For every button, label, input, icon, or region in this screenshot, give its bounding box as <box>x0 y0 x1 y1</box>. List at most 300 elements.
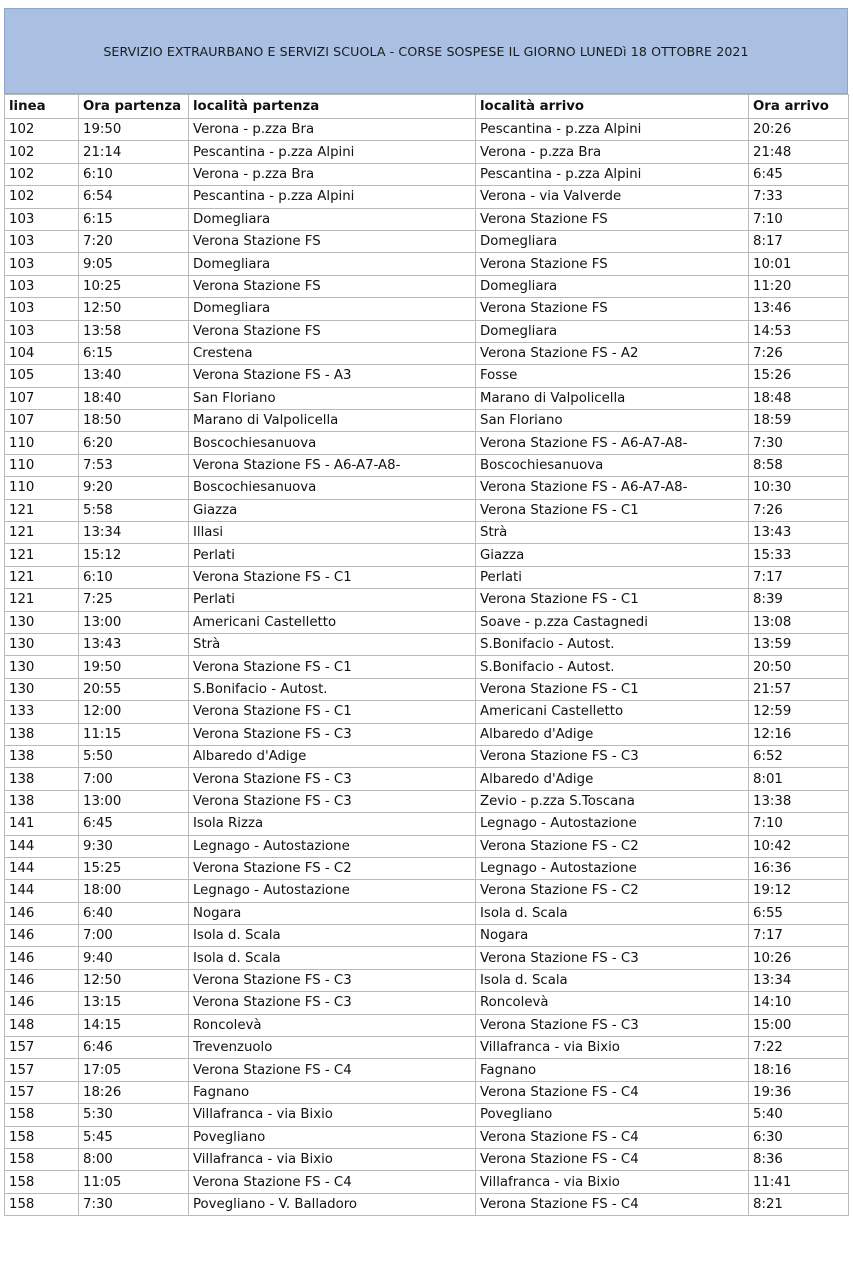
table-row <box>5 544 849 566</box>
cell-localita-arrivo: Fosse <box>476 365 749 387</box>
cell-ora-arrivo: 19:12 <box>749 880 849 902</box>
cell-localita-arrivo: Verona Stazione FS - A6-A7-A8- <box>476 477 749 499</box>
cell-linea: 146 <box>5 902 79 924</box>
cell-localita-partenza: Verona Stazione FS - C3 <box>189 723 476 745</box>
cell-localita-arrivo: Verona Stazione FS - C2 <box>476 835 749 857</box>
cell-localita-arrivo: Verona Stazione FS - C4 <box>476 1193 749 1215</box>
cell-ora-arrivo: 15:33 <box>749 544 849 566</box>
cell-localita-partenza: Verona Stazione FS <box>189 275 476 297</box>
table-row <box>5 633 849 655</box>
cell-linea: 105 <box>5 365 79 387</box>
cell-ora-arrivo: 6:30 <box>749 1126 849 1148</box>
table-row <box>5 1014 849 1036</box>
cell-localita-arrivo: Verona Stazione FS - C4 <box>476 1148 749 1170</box>
cell-localita-partenza: Perlati <box>189 589 476 611</box>
cell-linea: 103 <box>5 253 79 275</box>
cell-localita-arrivo: Verona Stazione FS - C1 <box>476 589 749 611</box>
cell-localita-arrivo: Verona Stazione FS - C2 <box>476 880 749 902</box>
cell-ora-partenza: 11:05 <box>79 1171 189 1193</box>
cell-localita-arrivo: Verona Stazione FS - C4 <box>476 1081 749 1103</box>
cell-ora-arrivo: 18:16 <box>749 1059 849 1081</box>
table-row <box>5 857 849 879</box>
cell-ora-partenza: 12:50 <box>79 969 189 991</box>
cell-ora-partenza: 7:53 <box>79 454 189 476</box>
cell-ora-partenza: 13:43 <box>79 633 189 655</box>
cell-localita-arrivo: Pescantina - p.zza Alpini <box>476 163 749 185</box>
cell-localita-partenza: San Floriano <box>189 387 476 409</box>
cell-linea: 121 <box>5 566 79 588</box>
timetable-sheet <box>4 8 848 1216</box>
table-row <box>5 880 849 902</box>
cell-localita-arrivo: Villafranca - via Bixio <box>476 1037 749 1059</box>
cell-linea: 107 <box>5 410 79 432</box>
cell-ora-arrivo: 7:17 <box>749 566 849 588</box>
cell-ora-arrivo: 7:17 <box>749 925 849 947</box>
cell-localita-arrivo: Verona Stazione FS <box>476 208 749 230</box>
cell-linea: 104 <box>5 342 79 364</box>
cell-ora-partenza: 18:50 <box>79 410 189 432</box>
cell-linea: 103 <box>5 275 79 297</box>
cell-localita-partenza: Giazza <box>189 499 476 521</box>
cell-ora-partenza: 7:00 <box>79 925 189 947</box>
cell-localita-arrivo: Isola d. Scala <box>476 969 749 991</box>
header-localita-arrivo: località arrivo <box>476 95 749 119</box>
cell-linea: 102 <box>5 163 79 185</box>
cell-localita-arrivo: Nogara <box>476 925 749 947</box>
table-row <box>5 790 849 812</box>
cell-ora-arrivo: 18:59 <box>749 410 849 432</box>
table-row <box>5 813 849 835</box>
cell-linea: 158 <box>5 1104 79 1126</box>
cell-localita-partenza: Povegliano <box>189 1126 476 1148</box>
cell-localita-partenza: Isola d. Scala <box>189 947 476 969</box>
cell-ora-partenza: 14:15 <box>79 1014 189 1036</box>
cell-localita-arrivo: Verona Stazione FS - A2 <box>476 342 749 364</box>
cell-ora-arrivo: 11:41 <box>749 1171 849 1193</box>
cell-localita-arrivo: Domegliara <box>476 320 749 342</box>
table-row <box>5 477 849 499</box>
cell-ora-arrivo: 21:57 <box>749 678 849 700</box>
cell-ora-partenza: 9:30 <box>79 835 189 857</box>
header-ora-partenza: Ora partenza <box>79 95 189 119</box>
cell-localita-arrivo: Verona Stazione FS - C3 <box>476 745 749 767</box>
cell-ora-arrivo: 6:55 <box>749 902 849 924</box>
cell-localita-partenza: Trevenzuolo <box>189 1037 476 1059</box>
table-row <box>5 410 849 432</box>
cell-ora-arrivo: 20:50 <box>749 656 849 678</box>
cell-localita-arrivo: Villafranca - via Bixio <box>476 1171 749 1193</box>
cell-linea: 157 <box>5 1081 79 1103</box>
cell-ora-arrivo: 7:26 <box>749 342 849 364</box>
cell-ora-partenza: 6:15 <box>79 208 189 230</box>
cell-linea: 138 <box>5 768 79 790</box>
cell-ora-arrivo: 8:01 <box>749 768 849 790</box>
cell-localita-arrivo: Boscochiesanuova <box>476 454 749 476</box>
cell-ora-partenza: 7:20 <box>79 230 189 252</box>
cell-linea: 144 <box>5 835 79 857</box>
cell-localita-arrivo: Americani Castelletto <box>476 701 749 723</box>
cell-linea: 146 <box>5 947 79 969</box>
cell-ora-partenza: 20:55 <box>79 678 189 700</box>
cell-ora-partenza: 9:20 <box>79 477 189 499</box>
table-row <box>5 1059 849 1081</box>
cell-ora-arrivo: 19:36 <box>749 1081 849 1103</box>
cell-localita-arrivo: Verona Stazione FS - C3 <box>476 947 749 969</box>
cell-ora-arrivo: 8:21 <box>749 1193 849 1215</box>
cell-localita-arrivo: Zevio - p.zza S.Toscana <box>476 790 749 812</box>
table-row <box>5 387 849 409</box>
cell-ora-arrivo: 7:10 <box>749 208 849 230</box>
table-row <box>5 119 849 141</box>
cell-localita-partenza: S.Bonifacio - Autost. <box>189 678 476 700</box>
cell-ora-arrivo: 13:38 <box>749 790 849 812</box>
cell-linea: 102 <box>5 141 79 163</box>
cell-localita-arrivo: Legnago - Autostazione <box>476 813 749 835</box>
cell-ora-partenza: 7:30 <box>79 1193 189 1215</box>
cell-localita-partenza: Verona - p.zza Bra <box>189 119 476 141</box>
cell-localita-arrivo: Verona Stazione FS - C4 <box>476 1126 749 1148</box>
table-row <box>5 1171 849 1193</box>
table-row <box>5 902 849 924</box>
cell-localita-partenza: Villafranca - via Bixio <box>189 1104 476 1126</box>
cell-linea: 110 <box>5 454 79 476</box>
table-row <box>5 947 849 969</box>
table-row <box>5 454 849 476</box>
table-row <box>5 1081 849 1103</box>
cell-ora-partenza: 13:40 <box>79 365 189 387</box>
cell-localita-arrivo: Isola d. Scala <box>476 902 749 924</box>
cell-localita-partenza: Verona - p.zza Bra <box>189 163 476 185</box>
cell-ora-arrivo: 18:48 <box>749 387 849 409</box>
cell-localita-arrivo: Verona Stazione FS - C3 <box>476 1014 749 1036</box>
table-row <box>5 656 849 678</box>
table-row <box>5 701 849 723</box>
table-row <box>5 432 849 454</box>
cell-ora-arrivo: 8:39 <box>749 589 849 611</box>
cell-localita-arrivo: Roncolevà <box>476 992 749 1014</box>
cell-linea: 121 <box>5 522 79 544</box>
cell-ora-partenza: 5:58 <box>79 499 189 521</box>
sheet-title: SERVIZIO EXTRAURBANO E SERVIZI SCUOLA - CORSE SOSPESE IL GIORNO LUNEDì 18 OTTOBRE 2021 <box>4 8 848 94</box>
cell-linea: 141 <box>5 813 79 835</box>
cell-localita-arrivo: Soave - p.zza Castagnedi <box>476 611 749 633</box>
cell-ora-partenza: 15:25 <box>79 857 189 879</box>
cell-localita-arrivo: S.Bonifacio - Autost. <box>476 656 749 678</box>
cell-linea: 157 <box>5 1059 79 1081</box>
table-row <box>5 275 849 297</box>
cell-ora-partenza: 7:25 <box>79 589 189 611</box>
cell-ora-partenza: 12:00 <box>79 701 189 723</box>
cell-ora-arrivo: 16:36 <box>749 857 849 879</box>
cell-linea: 138 <box>5 723 79 745</box>
cell-ora-partenza: 15:12 <box>79 544 189 566</box>
table-row <box>5 342 849 364</box>
cell-ora-arrivo: 12:59 <box>749 701 849 723</box>
cell-localita-arrivo: Verona Stazione FS <box>476 298 749 320</box>
cell-linea: 130 <box>5 611 79 633</box>
cell-localita-arrivo: S.Bonifacio - Autost. <box>476 633 749 655</box>
cell-linea: 158 <box>5 1171 79 1193</box>
suspended-trips-table <box>4 94 849 1216</box>
table-row <box>5 992 849 1014</box>
cell-ora-partenza: 8:00 <box>79 1148 189 1170</box>
cell-localita-partenza: Roncolevà <box>189 1014 476 1036</box>
table-row <box>5 969 849 991</box>
table-row <box>5 298 849 320</box>
cell-linea: 130 <box>5 656 79 678</box>
cell-localita-partenza: Perlati <box>189 544 476 566</box>
cell-localita-partenza: Pescantina - p.zza Alpini <box>189 186 476 208</box>
cell-linea: 158 <box>5 1126 79 1148</box>
cell-linea: 102 <box>5 119 79 141</box>
header-localita-partenza: località partenza <box>189 95 476 119</box>
cell-localita-arrivo: Legnago - Autostazione <box>476 857 749 879</box>
header-linea: linea <box>5 95 79 119</box>
cell-linea: 138 <box>5 790 79 812</box>
cell-ora-arrivo: 7:22 <box>749 1037 849 1059</box>
cell-ora-arrivo: 12:16 <box>749 723 849 745</box>
cell-ora-arrivo: 7:30 <box>749 432 849 454</box>
cell-linea: 102 <box>5 186 79 208</box>
cell-ora-arrivo: 15:26 <box>749 365 849 387</box>
cell-ora-partenza: 19:50 <box>79 656 189 678</box>
cell-localita-arrivo: Giazza <box>476 544 749 566</box>
cell-ora-partenza: 5:45 <box>79 1126 189 1148</box>
cell-ora-partenza: 12:50 <box>79 298 189 320</box>
cell-ora-partenza: 9:40 <box>79 947 189 969</box>
cell-localita-partenza: Verona Stazione FS - A6-A7-A8- <box>189 454 476 476</box>
cell-ora-partenza: 6:40 <box>79 902 189 924</box>
cell-localita-partenza: Verona Stazione FS - C3 <box>189 768 476 790</box>
cell-ora-arrivo: 10:42 <box>749 835 849 857</box>
cell-localita-partenza: Legnago - Autostazione <box>189 835 476 857</box>
cell-ora-arrivo: 8:58 <box>749 454 849 476</box>
cell-ora-arrivo: 20:26 <box>749 119 849 141</box>
cell-localita-arrivo: Verona Stazione FS - A6-A7-A8- <box>476 432 749 454</box>
header-row <box>5 95 849 119</box>
table-row <box>5 723 849 745</box>
table-row <box>5 230 849 252</box>
table-row <box>5 745 849 767</box>
table-body <box>5 119 849 1216</box>
cell-localita-partenza: Legnago - Autostazione <box>189 880 476 902</box>
cell-linea: 148 <box>5 1014 79 1036</box>
cell-localita-partenza: Illasi <box>189 522 476 544</box>
cell-localita-arrivo: Verona Stazione FS <box>476 253 749 275</box>
table-row <box>5 925 849 947</box>
table-row <box>5 589 849 611</box>
cell-ora-arrivo: 6:52 <box>749 745 849 767</box>
cell-ora-arrivo: 14:10 <box>749 992 849 1014</box>
cell-linea: 130 <box>5 633 79 655</box>
cell-ora-partenza: 9:05 <box>79 253 189 275</box>
cell-localita-arrivo: Perlati <box>476 566 749 588</box>
cell-localita-partenza: Verona Stazione FS - C2 <box>189 857 476 879</box>
cell-ora-arrivo: 7:33 <box>749 186 849 208</box>
table-row <box>5 320 849 342</box>
cell-localita-partenza: Domegliara <box>189 298 476 320</box>
table-row <box>5 1126 849 1148</box>
cell-localita-partenza: Verona Stazione FS - C1 <box>189 566 476 588</box>
cell-ora-partenza: 6:15 <box>79 342 189 364</box>
cell-localita-arrivo: Verona Stazione FS - C1 <box>476 678 749 700</box>
table-row <box>5 768 849 790</box>
cell-linea: 121 <box>5 499 79 521</box>
cell-ora-arrivo: 13:46 <box>749 298 849 320</box>
table-row <box>5 522 849 544</box>
cell-linea: 103 <box>5 230 79 252</box>
cell-linea: 103 <box>5 298 79 320</box>
cell-ora-partenza: 5:50 <box>79 745 189 767</box>
cell-localita-partenza: Verona Stazione FS - C3 <box>189 969 476 991</box>
cell-localita-partenza: Nogara <box>189 902 476 924</box>
cell-linea: 144 <box>5 857 79 879</box>
table-row <box>5 1104 849 1126</box>
table-row <box>5 611 849 633</box>
cell-localita-arrivo: Domegliara <box>476 230 749 252</box>
cell-linea: 146 <box>5 925 79 947</box>
cell-linea: 133 <box>5 701 79 723</box>
cell-ora-arrivo: 11:20 <box>749 275 849 297</box>
cell-linea: 158 <box>5 1148 79 1170</box>
table-row <box>5 365 849 387</box>
cell-ora-arrivo: 10:30 <box>749 477 849 499</box>
cell-localita-partenza: Domegliara <box>189 208 476 230</box>
cell-ora-arrivo: 5:40 <box>749 1104 849 1126</box>
cell-ora-partenza: 10:25 <box>79 275 189 297</box>
cell-ora-arrivo: 13:43 <box>749 522 849 544</box>
cell-localita-partenza: Villafranca - via Bixio <box>189 1148 476 1170</box>
cell-ora-partenza: 6:20 <box>79 432 189 454</box>
cell-ora-arrivo: 7:26 <box>749 499 849 521</box>
cell-localita-partenza: Verona Stazione FS <box>189 230 476 252</box>
cell-linea: 121 <box>5 589 79 611</box>
cell-ora-arrivo: 7:10 <box>749 813 849 835</box>
cell-ora-arrivo: 13:08 <box>749 611 849 633</box>
cell-localita-partenza: Americani Castelletto <box>189 611 476 633</box>
cell-ora-arrivo: 13:59 <box>749 633 849 655</box>
table-row <box>5 678 849 700</box>
cell-localita-partenza: Boscochiesanuova <box>189 432 476 454</box>
cell-localita-partenza: Marano di Valpolicella <box>189 410 476 432</box>
cell-localita-partenza: Isola Rizza <box>189 813 476 835</box>
cell-localita-partenza: Pescantina - p.zza Alpini <box>189 141 476 163</box>
table-row <box>5 566 849 588</box>
table-row <box>5 499 849 521</box>
cell-ora-partenza: 17:05 <box>79 1059 189 1081</box>
cell-localita-arrivo: Strà <box>476 522 749 544</box>
cell-localita-arrivo: Verona - via Valverde <box>476 186 749 208</box>
cell-ora-partenza: 18:26 <box>79 1081 189 1103</box>
cell-ora-partenza: 19:50 <box>79 119 189 141</box>
cell-linea: 110 <box>5 477 79 499</box>
cell-localita-partenza: Strà <box>189 633 476 655</box>
cell-localita-partenza: Verona Stazione FS - C4 <box>189 1059 476 1081</box>
cell-linea: 146 <box>5 992 79 1014</box>
table-row <box>5 1193 849 1215</box>
cell-ora-partenza: 11:15 <box>79 723 189 745</box>
cell-localita-arrivo: Verona Stazione FS - C1 <box>476 499 749 521</box>
cell-localita-partenza: Verona Stazione FS <box>189 320 476 342</box>
cell-localita-arrivo: Verona - p.zza Bra <box>476 141 749 163</box>
cell-ora-partenza: 13:34 <box>79 522 189 544</box>
cell-localita-partenza: Isola d. Scala <box>189 925 476 947</box>
cell-linea: 121 <box>5 544 79 566</box>
cell-linea: 103 <box>5 320 79 342</box>
cell-linea: 107 <box>5 387 79 409</box>
cell-ora-partenza: 13:58 <box>79 320 189 342</box>
cell-ora-arrivo: 8:36 <box>749 1148 849 1170</box>
cell-localita-partenza: Domegliara <box>189 253 476 275</box>
cell-ora-arrivo: 8:17 <box>749 230 849 252</box>
cell-linea: 146 <box>5 969 79 991</box>
cell-ora-partenza: 18:40 <box>79 387 189 409</box>
cell-ora-partenza: 13:00 <box>79 611 189 633</box>
cell-ora-partenza: 13:15 <box>79 992 189 1014</box>
cell-ora-partenza: 6:45 <box>79 813 189 835</box>
table-row <box>5 186 849 208</box>
table-row <box>5 208 849 230</box>
cell-linea: 158 <box>5 1193 79 1215</box>
cell-localita-partenza: Verona Stazione FS - C3 <box>189 790 476 812</box>
cell-localita-partenza: Verona Stazione FS - C1 <box>189 656 476 678</box>
cell-localita-arrivo: Povegliano <box>476 1104 749 1126</box>
cell-localita-partenza: Verona Stazione FS - C1 <box>189 701 476 723</box>
table-row <box>5 1037 849 1059</box>
cell-localita-arrivo: Pescantina - p.zza Alpini <box>476 119 749 141</box>
cell-linea: 144 <box>5 880 79 902</box>
cell-linea: 138 <box>5 745 79 767</box>
cell-linea: 110 <box>5 432 79 454</box>
cell-ora-partenza: 7:00 <box>79 768 189 790</box>
table-row <box>5 253 849 275</box>
cell-localita-arrivo: Domegliara <box>476 275 749 297</box>
table-row <box>5 163 849 185</box>
cell-ora-arrivo: 15:00 <box>749 1014 849 1036</box>
table-row <box>5 141 849 163</box>
cell-ora-partenza: 5:30 <box>79 1104 189 1126</box>
cell-ora-partenza: 21:14 <box>79 141 189 163</box>
cell-ora-partenza: 18:00 <box>79 880 189 902</box>
cell-localita-arrivo: Albaredo d'Adige <box>476 723 749 745</box>
table-row <box>5 1148 849 1170</box>
cell-ora-arrivo: 14:53 <box>749 320 849 342</box>
cell-ora-partenza: 6:46 <box>79 1037 189 1059</box>
cell-ora-partenza: 13:00 <box>79 790 189 812</box>
cell-localita-arrivo: Marano di Valpolicella <box>476 387 749 409</box>
cell-ora-partenza: 6:54 <box>79 186 189 208</box>
cell-localita-partenza: Albaredo d'Adige <box>189 745 476 767</box>
cell-linea: 130 <box>5 678 79 700</box>
header-ora-arrivo: Ora arrivo <box>749 95 849 119</box>
table-row <box>5 835 849 857</box>
cell-ora-arrivo: 6:45 <box>749 163 849 185</box>
cell-ora-arrivo: 10:01 <box>749 253 849 275</box>
cell-localita-arrivo: San Floriano <box>476 410 749 432</box>
cell-ora-partenza: 6:10 <box>79 566 189 588</box>
cell-localita-partenza: Verona Stazione FS - C3 <box>189 992 476 1014</box>
cell-linea: 103 <box>5 208 79 230</box>
cell-linea: 157 <box>5 1037 79 1059</box>
cell-ora-arrivo: 10:26 <box>749 947 849 969</box>
cell-ora-arrivo: 21:48 <box>749 141 849 163</box>
cell-localita-partenza: Boscochiesanuova <box>189 477 476 499</box>
cell-localita-partenza: Povegliano - V. Balladoro <box>189 1193 476 1215</box>
cell-localita-arrivo: Fagnano <box>476 1059 749 1081</box>
cell-ora-arrivo: 13:34 <box>749 969 849 991</box>
cell-localita-partenza: Crestena <box>189 342 476 364</box>
cell-localita-partenza: Verona Stazione FS - C4 <box>189 1171 476 1193</box>
